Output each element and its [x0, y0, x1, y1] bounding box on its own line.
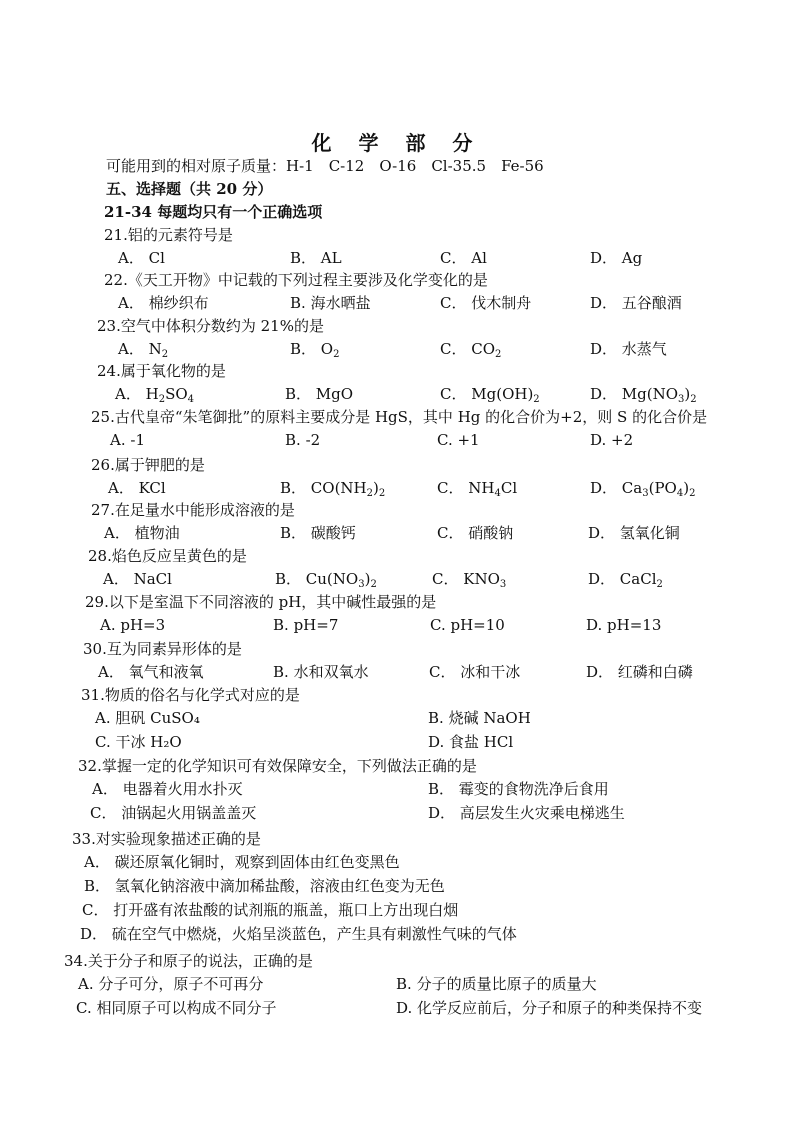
- option-label: B．: [290, 249, 321, 267]
- formula-subscript: 4: [494, 488, 501, 499]
- option-b: [275, 569, 377, 589]
- option-text: 五谷酿酒: [621, 294, 682, 312]
- option-text: 棉纱织布: [148, 294, 209, 312]
- option-text: Al: [471, 249, 487, 267]
- formula-text: Ca: [621, 479, 643, 497]
- option-d: [80, 924, 517, 944]
- option-text: N: [148, 340, 162, 358]
- option-label: C．: [440, 340, 472, 358]
- option-b: [285, 384, 353, 404]
- option-d: [590, 293, 682, 313]
- option-label: C．: [82, 901, 114, 919]
- option-label: A．: [118, 294, 149, 312]
- question-stem: 21.铝的元素符号是: [104, 226, 233, 244]
- question-stem: 30.互为同素异形体的是: [83, 640, 242, 658]
- option-d: [588, 523, 680, 543]
- option-label: C．: [90, 804, 122, 822]
- option-b: [285, 430, 320, 450]
- question-stem: 25.古代皇帝“朱笔御批”的原料主要成分是 HgS，其中 Hg 的化合价为+2，则 S 的化合价是: [91, 408, 708, 426]
- option-label: C．: [437, 524, 469, 542]
- option-c: [429, 662, 520, 682]
- instruction: 21-34 每题均只有一个正确选项: [104, 203, 323, 221]
- option-label: C．: [440, 249, 472, 267]
- option-d: [590, 384, 697, 404]
- option-text: 化学反应前后，分子和原子的种类保持不变: [417, 999, 703, 1017]
- formula-text: KNO: [463, 570, 500, 588]
- option-b: [428, 779, 609, 799]
- formula-subscript: 2: [158, 394, 166, 405]
- option-b: [290, 293, 371, 313]
- option-label: C.: [76, 999, 97, 1017]
- option-a: [118, 339, 168, 359]
- option-label: B．: [285, 385, 316, 403]
- option-label: A．: [104, 524, 135, 542]
- option-a: [104, 523, 180, 543]
- option-a: [84, 852, 400, 872]
- formula-text: CaCl: [619, 570, 657, 588]
- option-label: A.: [110, 431, 131, 449]
- formula-subscript: 2: [533, 394, 540, 405]
- formula-text: ): [683, 479, 690, 497]
- formula-subscript: 2: [690, 394, 697, 405]
- option-label: B．: [84, 877, 115, 895]
- option-a: [118, 293, 209, 313]
- formula-subscript: 3: [499, 579, 507, 590]
- option-text: +2: [611, 431, 634, 449]
- section-heading: 五、选择题（共 20 分）: [106, 180, 273, 198]
- option-b: [273, 662, 369, 682]
- formula-text: NH: [468, 479, 495, 497]
- option-b: [280, 478, 385, 498]
- formula-text: (PO: [648, 479, 677, 497]
- option-label: A．: [84, 853, 115, 871]
- formula-subscript: 2: [161, 349, 169, 360]
- formula-subscript: 2: [366, 488, 374, 499]
- option-text: 氢氧化铜: [619, 524, 680, 542]
- option-b: [84, 876, 445, 896]
- option-text: 霉变的食物洗净后食用: [458, 780, 609, 798]
- option-label: D．: [428, 804, 460, 822]
- option-label: C.: [95, 733, 116, 751]
- option-label: C.: [437, 431, 458, 449]
- question-stem: 23.空气中体积分数约为 21%的是: [97, 317, 324, 335]
- formula-text: Mg(OH): [471, 385, 534, 403]
- option-text: pH=7: [293, 616, 339, 634]
- option-text: Cl: [148, 249, 165, 267]
- option-text: CO: [471, 340, 496, 358]
- option-text: 分子的质量比原子的质量大: [416, 975, 597, 993]
- formula-text: Mg(NO: [621, 385, 679, 403]
- option-label: B.: [396, 975, 417, 993]
- option-d: [590, 339, 667, 359]
- option-text: 相同原子可以构成不同分子: [96, 999, 277, 1017]
- formula-text: ): [373, 479, 379, 497]
- option-label: C．: [429, 663, 461, 681]
- option-label: D.: [428, 733, 450, 751]
- option-d: [396, 998, 702, 1018]
- option-c: [82, 900, 458, 920]
- option-text: 红磷和白磷: [617, 663, 693, 681]
- formula-subscript: 2: [370, 579, 377, 590]
- option-text: -2: [305, 431, 321, 449]
- option-label: D．: [588, 570, 620, 588]
- option-label: B.: [428, 709, 449, 727]
- question-stem: 22.《天工开物》中记载的下列过程主要涉及化学变化的是: [104, 271, 488, 289]
- question-stem: 34.关于分子和原子的说法，正确的是: [64, 952, 313, 970]
- option-a: [110, 430, 145, 450]
- option-label: A.: [78, 975, 99, 993]
- formula-subscript: 4: [187, 394, 195, 405]
- question-stem: 31.物质的俗名与化学式对应的是: [81, 686, 300, 704]
- option-label: A．: [103, 570, 134, 588]
- option-b: [428, 708, 531, 728]
- atomic-masses: 可能用到的相对原子质量：H-1 C-12 O-16 Cl-35.5 Fe-56: [106, 157, 544, 175]
- option-text: 碳还原氧化铜时，观察到固体由红色变黑色: [114, 853, 400, 871]
- option-text: pH=3: [120, 616, 166, 634]
- option-label: C．: [440, 385, 472, 403]
- option-c: [90, 803, 256, 823]
- option-label: B.: [285, 431, 306, 449]
- option-a: [100, 615, 165, 635]
- option-label: A．: [115, 385, 146, 403]
- option-label: B.: [273, 616, 294, 634]
- option-text: 冰和干冰: [460, 663, 521, 681]
- option-c: [76, 998, 277, 1018]
- option-c: [437, 478, 517, 498]
- option-text: Ag: [621, 249, 643, 267]
- option-text: 硝酸钠: [468, 524, 514, 542]
- option-a: [78, 974, 263, 994]
- option-text: pH=13: [607, 616, 662, 634]
- question-stem: 28.焰色反应呈黄色的是: [88, 547, 247, 565]
- option-text: O: [320, 340, 334, 358]
- option-text: AL: [320, 249, 342, 267]
- option-label: B．: [280, 524, 311, 542]
- option-label: A.: [95, 709, 116, 727]
- formula-subscript: 2: [333, 349, 340, 360]
- option-label: B．: [275, 570, 306, 588]
- option-text: 打开盛有浓盐酸的试剂瓶的瓶盖，瓶口上方出现白烟: [113, 901, 459, 919]
- formula-text: CO(NH: [310, 479, 367, 497]
- formula-subscript: 3: [358, 579, 365, 590]
- option-b: [290, 248, 342, 268]
- option-label: B.: [273, 663, 294, 681]
- option-text: 电器着火用水扑灭: [122, 780, 243, 798]
- option-d: [588, 569, 663, 589]
- option-label: D．: [588, 524, 620, 542]
- option-label: D．: [590, 294, 622, 312]
- option-text: 碳酸钙: [310, 524, 356, 542]
- option-label: A．: [118, 249, 149, 267]
- option-label: B.: [290, 294, 311, 312]
- option-text: 硫在空气中燃烧，火焰呈淡蓝色，产生具有刺激性气味的气体: [111, 925, 517, 943]
- option-label: C.: [430, 616, 451, 634]
- option-c: [430, 615, 505, 635]
- option-label: D.: [586, 616, 608, 634]
- option-a: [92, 779, 243, 799]
- option-d: [428, 803, 625, 823]
- option-c: [437, 430, 480, 450]
- option-text: 植物油: [134, 524, 180, 542]
- formula-text: H: [145, 385, 159, 403]
- option-d: [586, 662, 693, 682]
- option-label: B．: [280, 479, 311, 497]
- formula-subscript: 2: [656, 579, 663, 590]
- option-c: [437, 523, 513, 543]
- question-stem: 24.属于氧化物的是: [97, 362, 226, 380]
- formula-subscript: 3: [678, 394, 685, 405]
- formula-text: ): [684, 385, 691, 403]
- option-c: [440, 293, 531, 313]
- option-text: 水和双氧水: [293, 663, 369, 681]
- option-text: NaCl: [133, 570, 172, 588]
- option-text: 胆矾 CuSO₄: [115, 709, 200, 727]
- question-stem: 29.以下是室温下不同溶液的 pH，其中碱性最强的是: [85, 593, 437, 611]
- formula-subscript: 3: [642, 488, 649, 499]
- option-label: D．: [590, 385, 622, 403]
- option-a: [95, 708, 200, 728]
- option-label: A．: [98, 663, 129, 681]
- option-text: 食盐 HCl: [449, 733, 514, 751]
- option-label: A．: [108, 479, 139, 497]
- option-d: [428, 732, 513, 752]
- question-stem: 27.在足量水中能形成溶液的是: [91, 501, 295, 519]
- option-label: D．: [590, 249, 622, 267]
- option-label: C．: [432, 570, 464, 588]
- formula-text: Cu(NO: [305, 570, 359, 588]
- option-text: 分子可分，原子不可再分: [98, 975, 264, 993]
- option-b: [396, 974, 597, 994]
- option-d: [590, 478, 695, 498]
- formula-subscript: 2: [495, 349, 502, 360]
- option-d: [590, 430, 633, 450]
- option-a: [118, 248, 165, 268]
- option-text: 烧碱 NaOH: [448, 709, 531, 727]
- option-c: [440, 339, 501, 359]
- option-c: [95, 732, 182, 752]
- formula-text: Cl: [500, 479, 518, 497]
- option-text: 氢氧化钠溶液中滴加稀盐酸，溶液由红色变为无色: [114, 877, 445, 895]
- option-label: D．: [590, 479, 622, 497]
- option-b: [280, 523, 356, 543]
- formula-text: ): [364, 570, 371, 588]
- question-stem: 33.对实验现象描述正确的是: [72, 830, 261, 848]
- option-text: 伐木制舟: [471, 294, 532, 312]
- option-b: [290, 339, 339, 359]
- option-c: [440, 384, 540, 404]
- option-label: A.: [100, 616, 121, 634]
- formula-subscript: 4: [676, 488, 684, 499]
- option-label: C．: [437, 479, 469, 497]
- option-text: +1: [457, 431, 480, 449]
- option-text: 干冰 H₂O: [115, 733, 182, 751]
- option-label: A．: [92, 780, 123, 798]
- option-a: [98, 662, 204, 682]
- option-d: [586, 615, 661, 635]
- option-text: KCl: [138, 479, 166, 497]
- question-stem: 26.属于钾肥的是: [91, 456, 205, 474]
- question-stem: 32.掌握一定的化学知识可有效保障安全，下列做法正确的是: [78, 757, 477, 775]
- option-label: B．: [428, 780, 459, 798]
- option-text: pH=10: [450, 616, 505, 634]
- option-text: 高层发生火灾乘电梯逃生: [459, 804, 625, 822]
- option-text: 海水晒盐: [310, 294, 371, 312]
- option-c: [440, 248, 487, 268]
- option-a: [103, 569, 172, 589]
- option-label: D．: [590, 340, 622, 358]
- option-label: C．: [440, 294, 472, 312]
- option-label: D．: [586, 663, 618, 681]
- option-label: B．: [290, 340, 321, 358]
- formula-text: SO: [165, 385, 188, 403]
- page-title: 化 学 部 分: [311, 131, 483, 155]
- option-text: 油锅起火用锅盖盖灭: [121, 804, 257, 822]
- option-label: D．: [80, 925, 112, 943]
- option-d: [590, 248, 642, 268]
- option-label: D.: [396, 999, 418, 1017]
- option-c: [432, 569, 506, 589]
- option-label: D.: [590, 431, 612, 449]
- option-text: -1: [130, 431, 145, 449]
- option-b: [273, 615, 338, 635]
- option-label: A．: [118, 340, 149, 358]
- option-a: [115, 384, 194, 404]
- option-text: 水蒸气: [621, 340, 667, 358]
- formula-subscript: 2: [378, 488, 386, 499]
- formula-subscript: 2: [689, 488, 696, 499]
- option-text: MgO: [315, 385, 354, 403]
- option-a: [108, 478, 166, 498]
- option-text: 氧气和液氧: [128, 663, 204, 681]
